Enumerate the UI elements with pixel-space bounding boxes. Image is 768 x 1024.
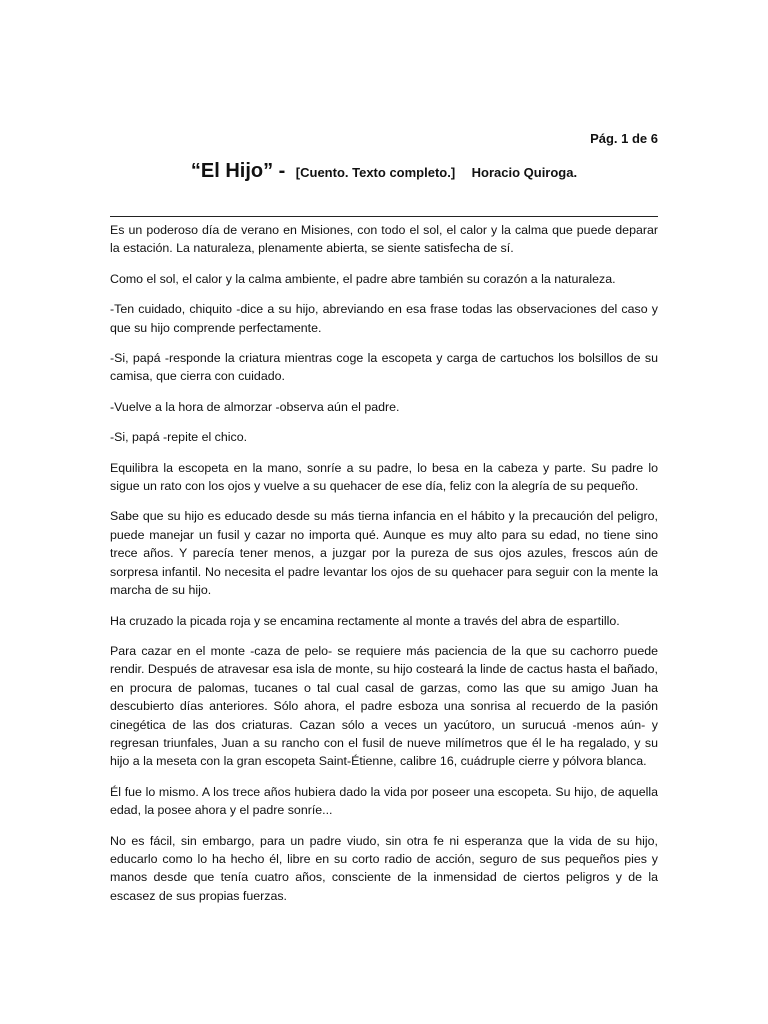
story-body xyxy=(110,221,658,917)
title-line xyxy=(110,160,658,183)
paragraph: Sabe que su hijo es educado desde su más tierna infancia en el hábito y la precaución del peligro, puede manejar un fusil y cazar no importa qué. Aunque es muy alto para su edad, no tiene sino trece años. Y parecía tener menos, a juzgar por la pureza de sus ojos azules, frescos aún de sorpresa infantil. No necesita el padre levantar los ojos de su quehacer para seguir con la mente la marcha de su hijo. xyxy=(110,509,658,598)
title-divider xyxy=(110,216,658,217)
paragraph: -Si, papá -responde la criatura mientras coge la escopeta y carga de cartuchos los bolsillos de su camisa, que cierra con cuidado. xyxy=(110,351,658,384)
paragraph: -Ten cuidado, chiquito -dice a su hijo, abreviando en esa frase todas las observaciones del caso y que su hijo comprende perfectamente. xyxy=(110,302,658,335)
paragraph: Como el sol, el calor y la calma ambiente, el padre abre también su corazón a la naturaleza. xyxy=(110,271,616,286)
paragraph: -Vuelve a la hora de almorzar -observa aún el padre. xyxy=(110,399,400,414)
paragraph: Ha cruzado la picada roja y se encamina rectamente al monte a través del abra de espartillo. xyxy=(110,613,620,628)
page-number: Pág. 1 de 6 xyxy=(590,131,658,146)
paragraph: Es un poderoso día de verano en Misiones, con todo el sol, el calor y la calma que puede deparar la estación. La naturaleza, plenamente abierta, se siente satisfecha de sí. xyxy=(110,223,658,256)
paragraph: Para cazar en el monte -caza de pelo- se requiere más paciencia de la que su cachorro puede rendir. Después de atravesar esa isla de monte, su hijo costeará la linde de cactus hasta el bañado, en procura de palomas, tucanes o tal cual casal de garzas, como las que su amigo Juan ha descubierto días anteriores. Sólo ahora, el padre esboza una sonrisa al recuerdo de la pasión cinegética de las dos criaturas. Cazan sólo a veces un yacútoro, un surucuá -menos aún- y regresan triunfales, Juan a su rancho con el fusil de nueve milímetros que él le ha regalado, y su hijo a la meseta con la gran escopeta Saint-Étienne, calibre 16, cuádruple cierre y pólvora blanca. xyxy=(110,643,658,769)
story-subtitle: [Cuento. Texto completo.] xyxy=(295,165,456,180)
paragraph: -Si, papá -repite el chico. xyxy=(110,430,248,445)
paragraph: Él fue lo mismo. A los trece años hubiera dado la vida por poseer una escopeta. Su hijo, de aquella edad, la posee ahora y el padre sonríe... xyxy=(110,784,658,818)
paragraph: No es fácil, sin embargo, para un padre viudo, sin otra fe ni esperanza que la vida de su hijo, educarlo como lo ha hecho él, libre en su corto radio de acción, seguro de sus pequeños pies y manos desde que tenía cuatro años, consciente de la inmensidad de ciertos peligros y de la escasez de sus propias fuerzas. xyxy=(110,833,658,903)
story-title: “El Hijo” - xyxy=(190,160,286,182)
paragraph: Equilibra la escopeta en la mano, sonríe a su padre, lo besa en la cabeza y parte. Su padre lo sigue un rato con los ojos y vuelve a su quehacer de ese día, feliz con la alegría de su pequeño. xyxy=(110,460,658,494)
story-author: Horacio Quiroga. xyxy=(471,165,578,180)
